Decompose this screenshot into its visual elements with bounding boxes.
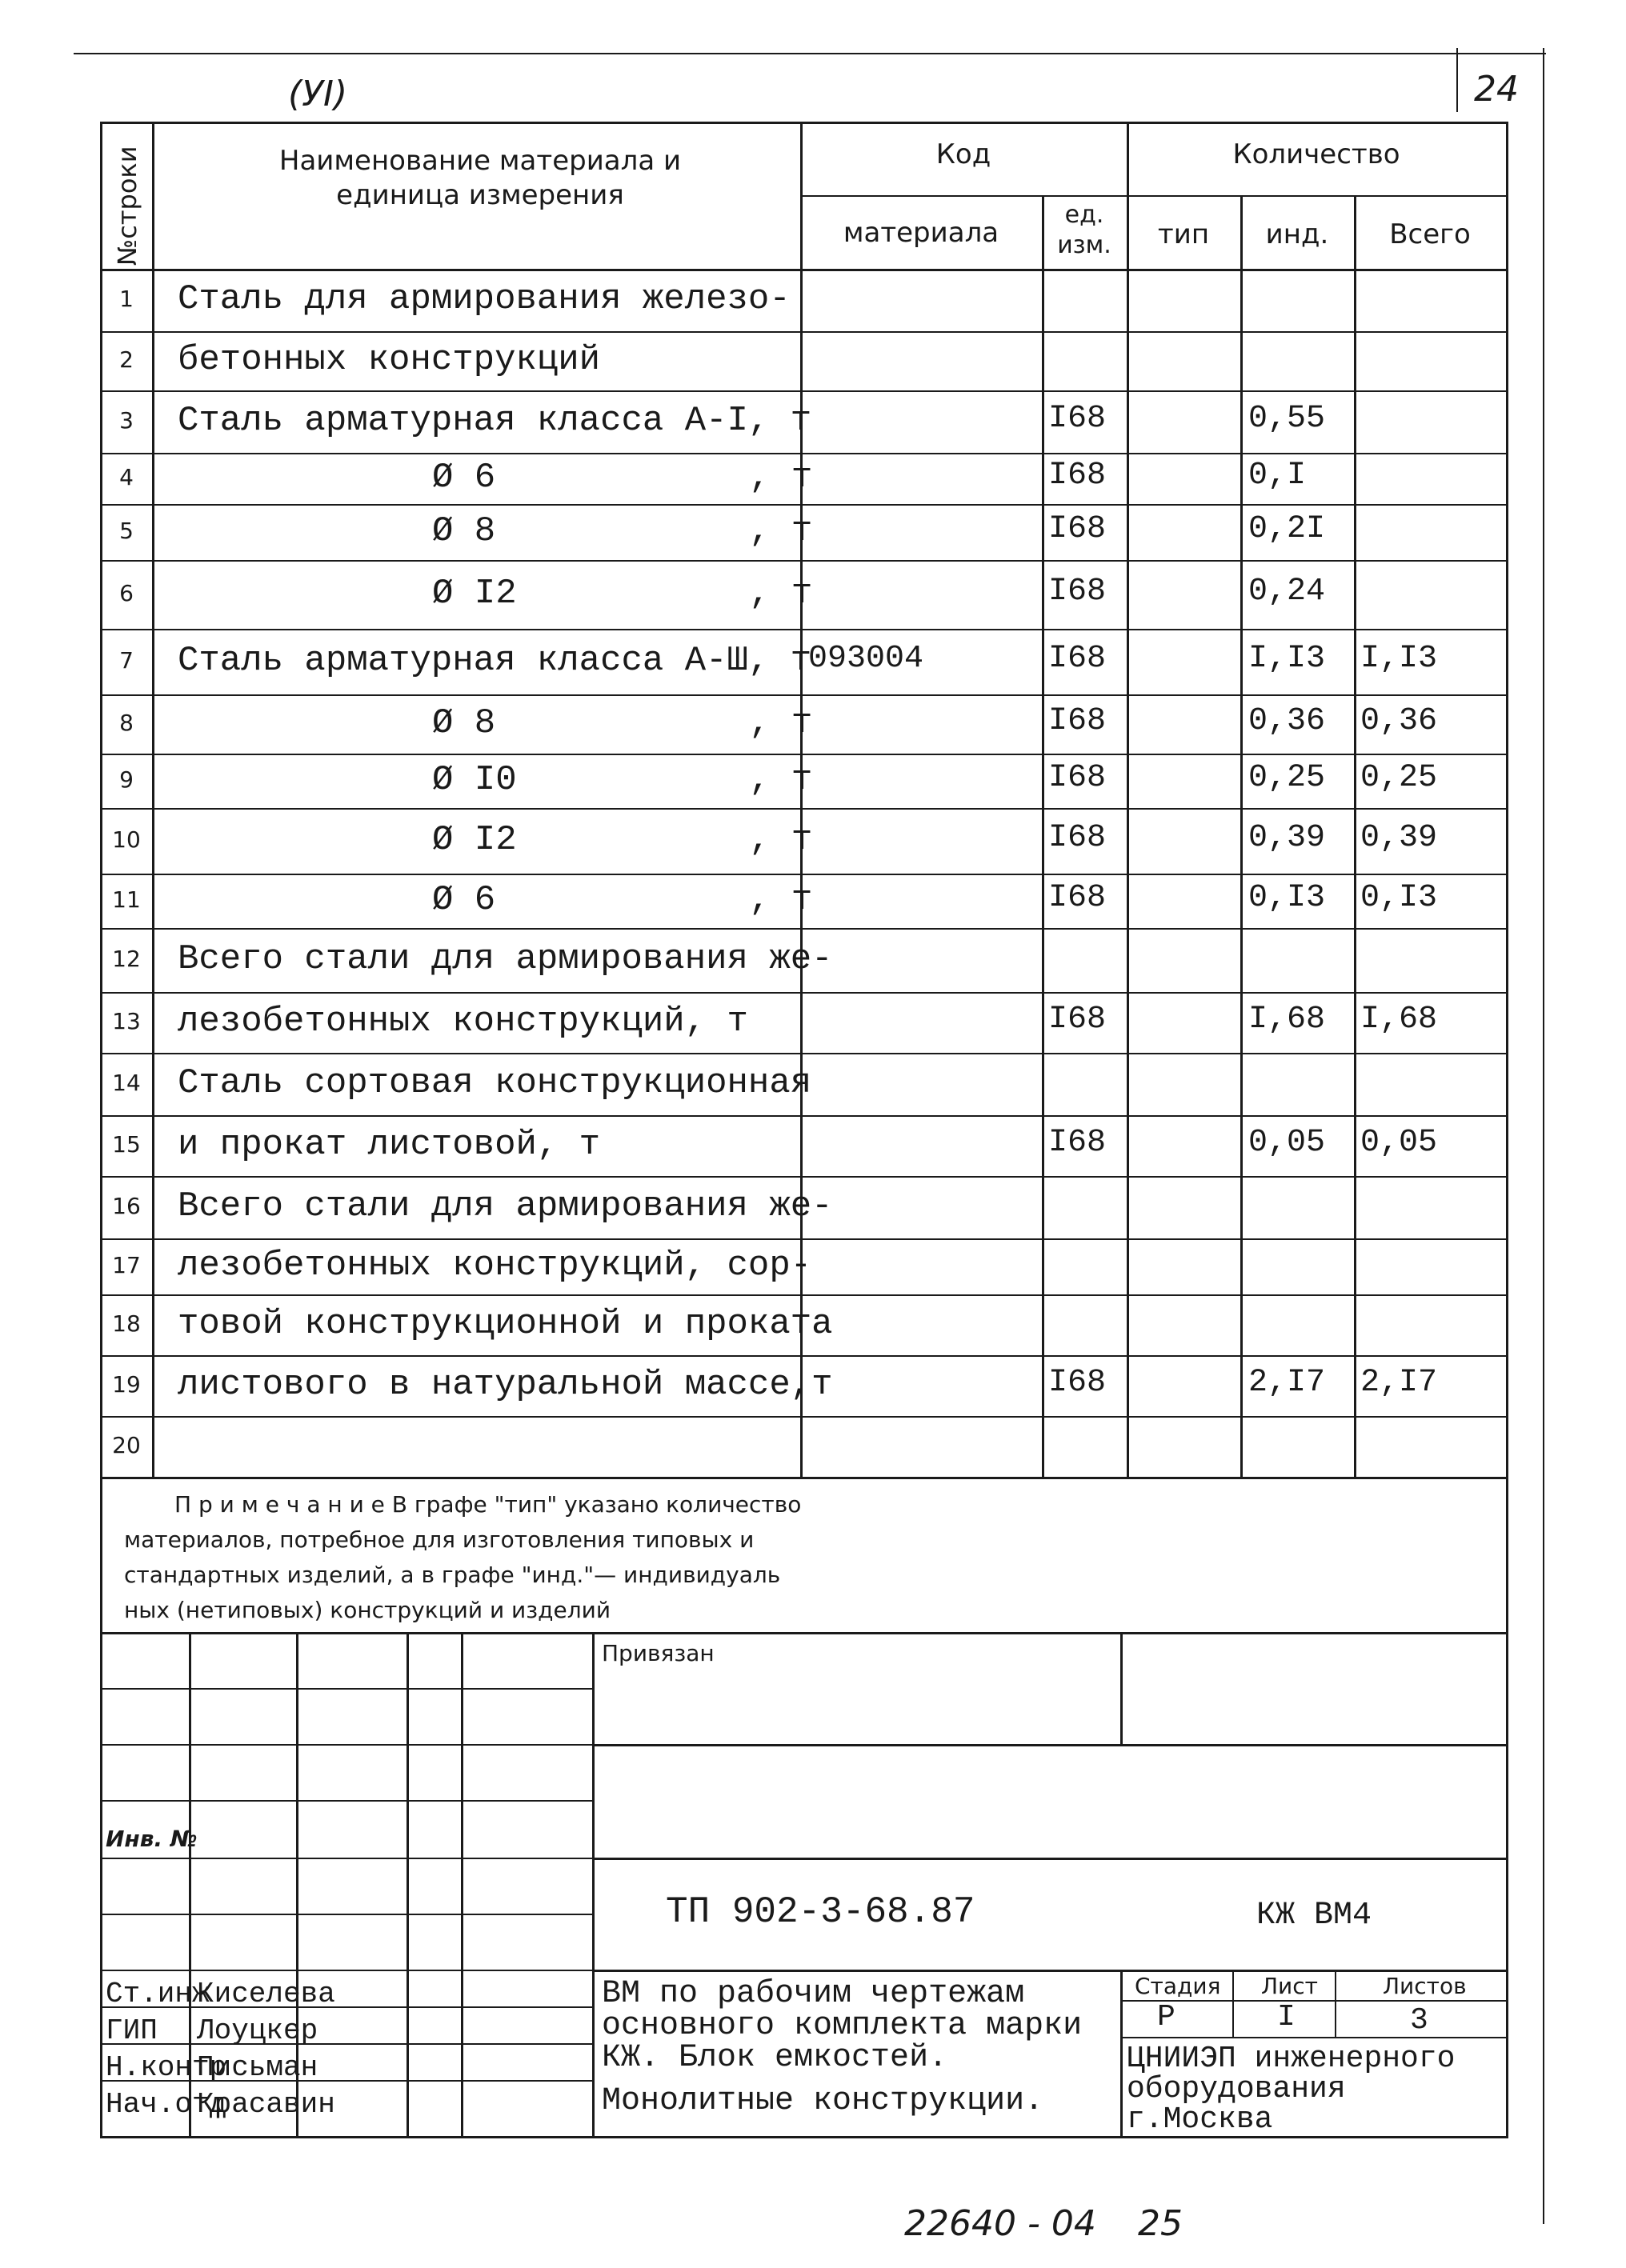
row-separator [100,1238,1507,1240]
row-number: 7 [119,647,134,674]
row-ind: 0,36 [1248,703,1326,739]
sheets-label: Листов [1383,1973,1467,1999]
signer-role: Н.контр [106,2051,227,2084]
tb-right [1506,1632,1508,2138]
name-header: Наименование материала и единица измерения [278,145,682,211]
row-total: 0,36 [1360,703,1438,739]
code-header: Код [935,138,991,170]
row-separator [100,1176,1507,1178]
row-number: 9 [119,766,134,793]
row-unit-code: I68 [1048,880,1107,916]
row-material-code: 093004 [808,641,924,677]
row-total: 0,25 [1360,760,1438,796]
quantity-header: Количество [1232,138,1400,170]
title-line-2: основного комплекта марки [602,2008,1083,2044]
note-line-1: П р и м е ч а н и е В графе "тип" указано количество [174,1491,802,1518]
tb-stage-row1 [1120,2000,1506,2002]
row-name: Ø I0 , т [432,760,813,800]
signer-name: Киселева [197,1978,335,2010]
row-total: I,I3 [1360,641,1438,677]
row-total: 0,39 [1360,820,1438,856]
row-separator [100,504,1507,506]
row-number: 20 [112,1432,141,1458]
row-name: Ø I2 , т [432,574,813,614]
row-separator [100,453,1507,454]
titleblock-grid-line [100,1744,592,1746]
material-header: материала [843,217,999,249]
signer-role: ГИП [106,2014,158,2047]
row-unit-code: I68 [1048,703,1107,739]
privyazan-label: Привязан [602,1640,715,1666]
stage-label: Стадия [1135,1973,1221,1999]
titleblock-grid-line [100,1800,592,1802]
title-line-1: ВМ по рабочим чертежам [602,1976,1025,2012]
row-name: Сталь арматурная класса А-Ш, т [178,641,812,681]
row-ind: 0,39 [1248,820,1326,856]
row-unit-code: I68 [1048,401,1107,437]
note-line-4: ных (нетиповых) конструкций и изделий [124,1597,611,1623]
sheet-value: I [1277,2000,1296,2034]
tb-privyazan-divider [1120,1632,1123,1744]
row-separator [100,694,1507,696]
row-number: 19 [112,1371,141,1398]
tb-bottom [100,2136,1508,2138]
row-total: 0,I3 [1360,880,1438,916]
tb-col4 [461,1632,463,2138]
row-separator [100,1115,1507,1117]
row-separator [100,560,1507,562]
row-name: Ø I2 , т [432,820,813,860]
row-ind: 0,24 [1248,574,1326,610]
row-number: 16 [112,1193,141,1219]
sheet-label: Лист [1261,1973,1318,1999]
row-number: 3 [119,407,134,434]
row-separator [100,992,1507,994]
row-separator [100,1416,1507,1418]
row-ind: I,68 [1248,1002,1326,1038]
total-header: Всего [1389,218,1471,250]
note-line-2: материалов, потребное для изготовления типовых и [124,1526,755,1553]
title-line-4: Монолитные конструкции. [602,2083,1044,2119]
inv-no-label: Инв. № [106,1826,198,1852]
page-number-divider [1456,48,1458,112]
row-name: Ø 6 , т [432,880,813,920]
stage-value: Р [1157,2000,1175,2034]
tb-privyazan-bottom [592,1744,1508,1746]
row-number: 1 [119,286,134,312]
titleblock-top [100,1632,1508,1634]
row-unit-code: I68 [1048,511,1107,547]
tb-col5 [592,1632,595,2138]
tb-stage-col1 [1232,1970,1234,2037]
right-border [1543,48,1544,2224]
signer-role: Нач.отд [106,2088,227,2121]
row-separator [100,331,1507,333]
header-mid-line [800,195,1506,197]
row-number: 4 [119,464,134,490]
row-total: 0,05 [1360,1125,1438,1161]
row-separator [100,808,1507,810]
table-body-bottom [100,1477,1508,1479]
row-total: 2,I7 [1360,1365,1438,1401]
tb-code-top [592,1858,1508,1860]
row-separator [100,1355,1507,1357]
row-number: 6 [119,580,134,606]
row-separator [100,874,1507,875]
row-name: товой конструкционной и проката [178,1304,833,1344]
signer-name: Лоуцкер [197,2014,318,2047]
signer-name: Красавин [197,2088,335,2121]
row-name: Сталь сортовая конструкционная [178,1063,812,1103]
row-number: 18 [112,1310,141,1337]
row-ind: 0,05 [1248,1125,1326,1161]
row-separator [100,754,1507,755]
row-name: листового в натуральной массе,т [178,1365,833,1405]
row-name: Всего стали для армирования же- [178,939,833,979]
row-ind: 2,I7 [1248,1365,1326,1401]
title-line-3: КЖ. Блок емкостей. [602,2040,948,2076]
row-ind: 0,I [1248,458,1307,494]
org-line-1: ЦНИИЭП инженерного [1127,2042,1456,2076]
row-number: 5 [119,518,134,544]
col-type-divider [1127,122,1129,1478]
page-number: 24 [1474,69,1519,110]
row-unit-code: I68 [1048,641,1107,677]
row-unit-code: I68 [1048,1002,1107,1038]
row-name: Ø 8 , т [432,511,813,551]
row-separator [100,390,1507,392]
signer-name: Письман [197,2051,318,2084]
doc-mark: КЖ ВМ4 [1256,1898,1372,1934]
row-number: 13 [112,1008,141,1034]
row-number: 15 [112,1131,141,1158]
row-separator [100,1294,1507,1296]
titleblock-grid-line [100,1688,592,1690]
col-name-divider [152,122,154,1478]
tb-stage-row2 [1120,2037,1506,2038]
row-name: бетонных конструкций [178,340,601,380]
top-border [74,53,1546,54]
row-name: Сталь для армирования железо- [178,279,791,319]
bottom-page: 25 [1138,2203,1183,2244]
row-unit-code: I68 [1048,820,1107,856]
row-unit-code: I68 [1048,458,1107,494]
col-ind-divider [1240,195,1243,1478]
row-unit-code: I68 [1048,760,1107,796]
row-number: 10 [112,826,141,853]
section-mark: (УI) [288,74,348,114]
row-name: и прокат листовой, т [178,1125,601,1165]
org-line-3: г.Москва [1127,2102,1273,2137]
row-ind: 0,I3 [1248,880,1326,916]
row-name: Ø 8 , т [432,703,813,743]
tb-col3 [406,1632,409,2138]
row-number: 12 [112,946,141,972]
doc-code: ТП 902-3-68.87 [666,1891,975,1933]
table-right-border [1506,122,1508,1646]
bottom-stamp: 22640 - 04 [904,2203,1096,2244]
titleblock-grid-line [100,2043,592,2045]
row-number: 11 [112,886,141,913]
col-total-divider [1354,195,1356,1478]
header-bottom-line [100,269,1508,271]
row-unit-code: I68 [1048,574,1107,610]
row-unit-code: I68 [1048,1365,1107,1401]
org-line-2: оборудования [1127,2072,1346,2106]
row-name: лезобетонных конструкций, т [178,1002,748,1042]
row-name: Ø 6 , т [432,458,813,498]
signer-role: Ст.инж [106,1978,210,2010]
row-name: лезобетонных конструкций, сор- [178,1246,812,1286]
row-unit-code: I68 [1048,1125,1107,1161]
row-name: Всего стали для армирования же- [178,1186,833,1226]
titleblock-grid-line [100,1858,592,1859]
tb-stage-col2 [1335,1970,1336,2037]
row-number: 2 [119,346,134,373]
row-total: I,68 [1360,1002,1438,1038]
sheets-value: 3 [1410,2003,1428,2038]
titleblock-grid-line [100,1914,592,1915]
row-number: 8 [119,710,134,736]
row-separator [100,928,1507,930]
type-header: тип [1157,218,1210,250]
row-separator [100,629,1507,630]
row-number: 14 [112,1070,141,1096]
row-ind: 0,25 [1248,760,1326,796]
row-number: 17 [112,1252,141,1278]
col-unit-divider [1042,195,1044,1478]
ind-header: инд. [1265,218,1329,250]
titleblock-grid-line [100,1970,592,1971]
unit-header: ед. изм. [1057,201,1111,259]
row-ind: 0,2I [1248,511,1326,547]
tb-code-bottom [592,1970,1508,1972]
row-name: Сталь арматурная класса А-I, т [178,401,812,441]
row-ind: 0,55 [1248,401,1326,437]
row-ind: I,I3 [1248,641,1326,677]
row-separator [100,1053,1507,1054]
table-top-border [100,122,1508,124]
note-line-3: стандартных изделий, а в графе "инд."— индивидуаль [124,1562,781,1588]
tb-stage-divider [1120,1970,1123,2136]
row-no-header: №строки [112,146,142,266]
